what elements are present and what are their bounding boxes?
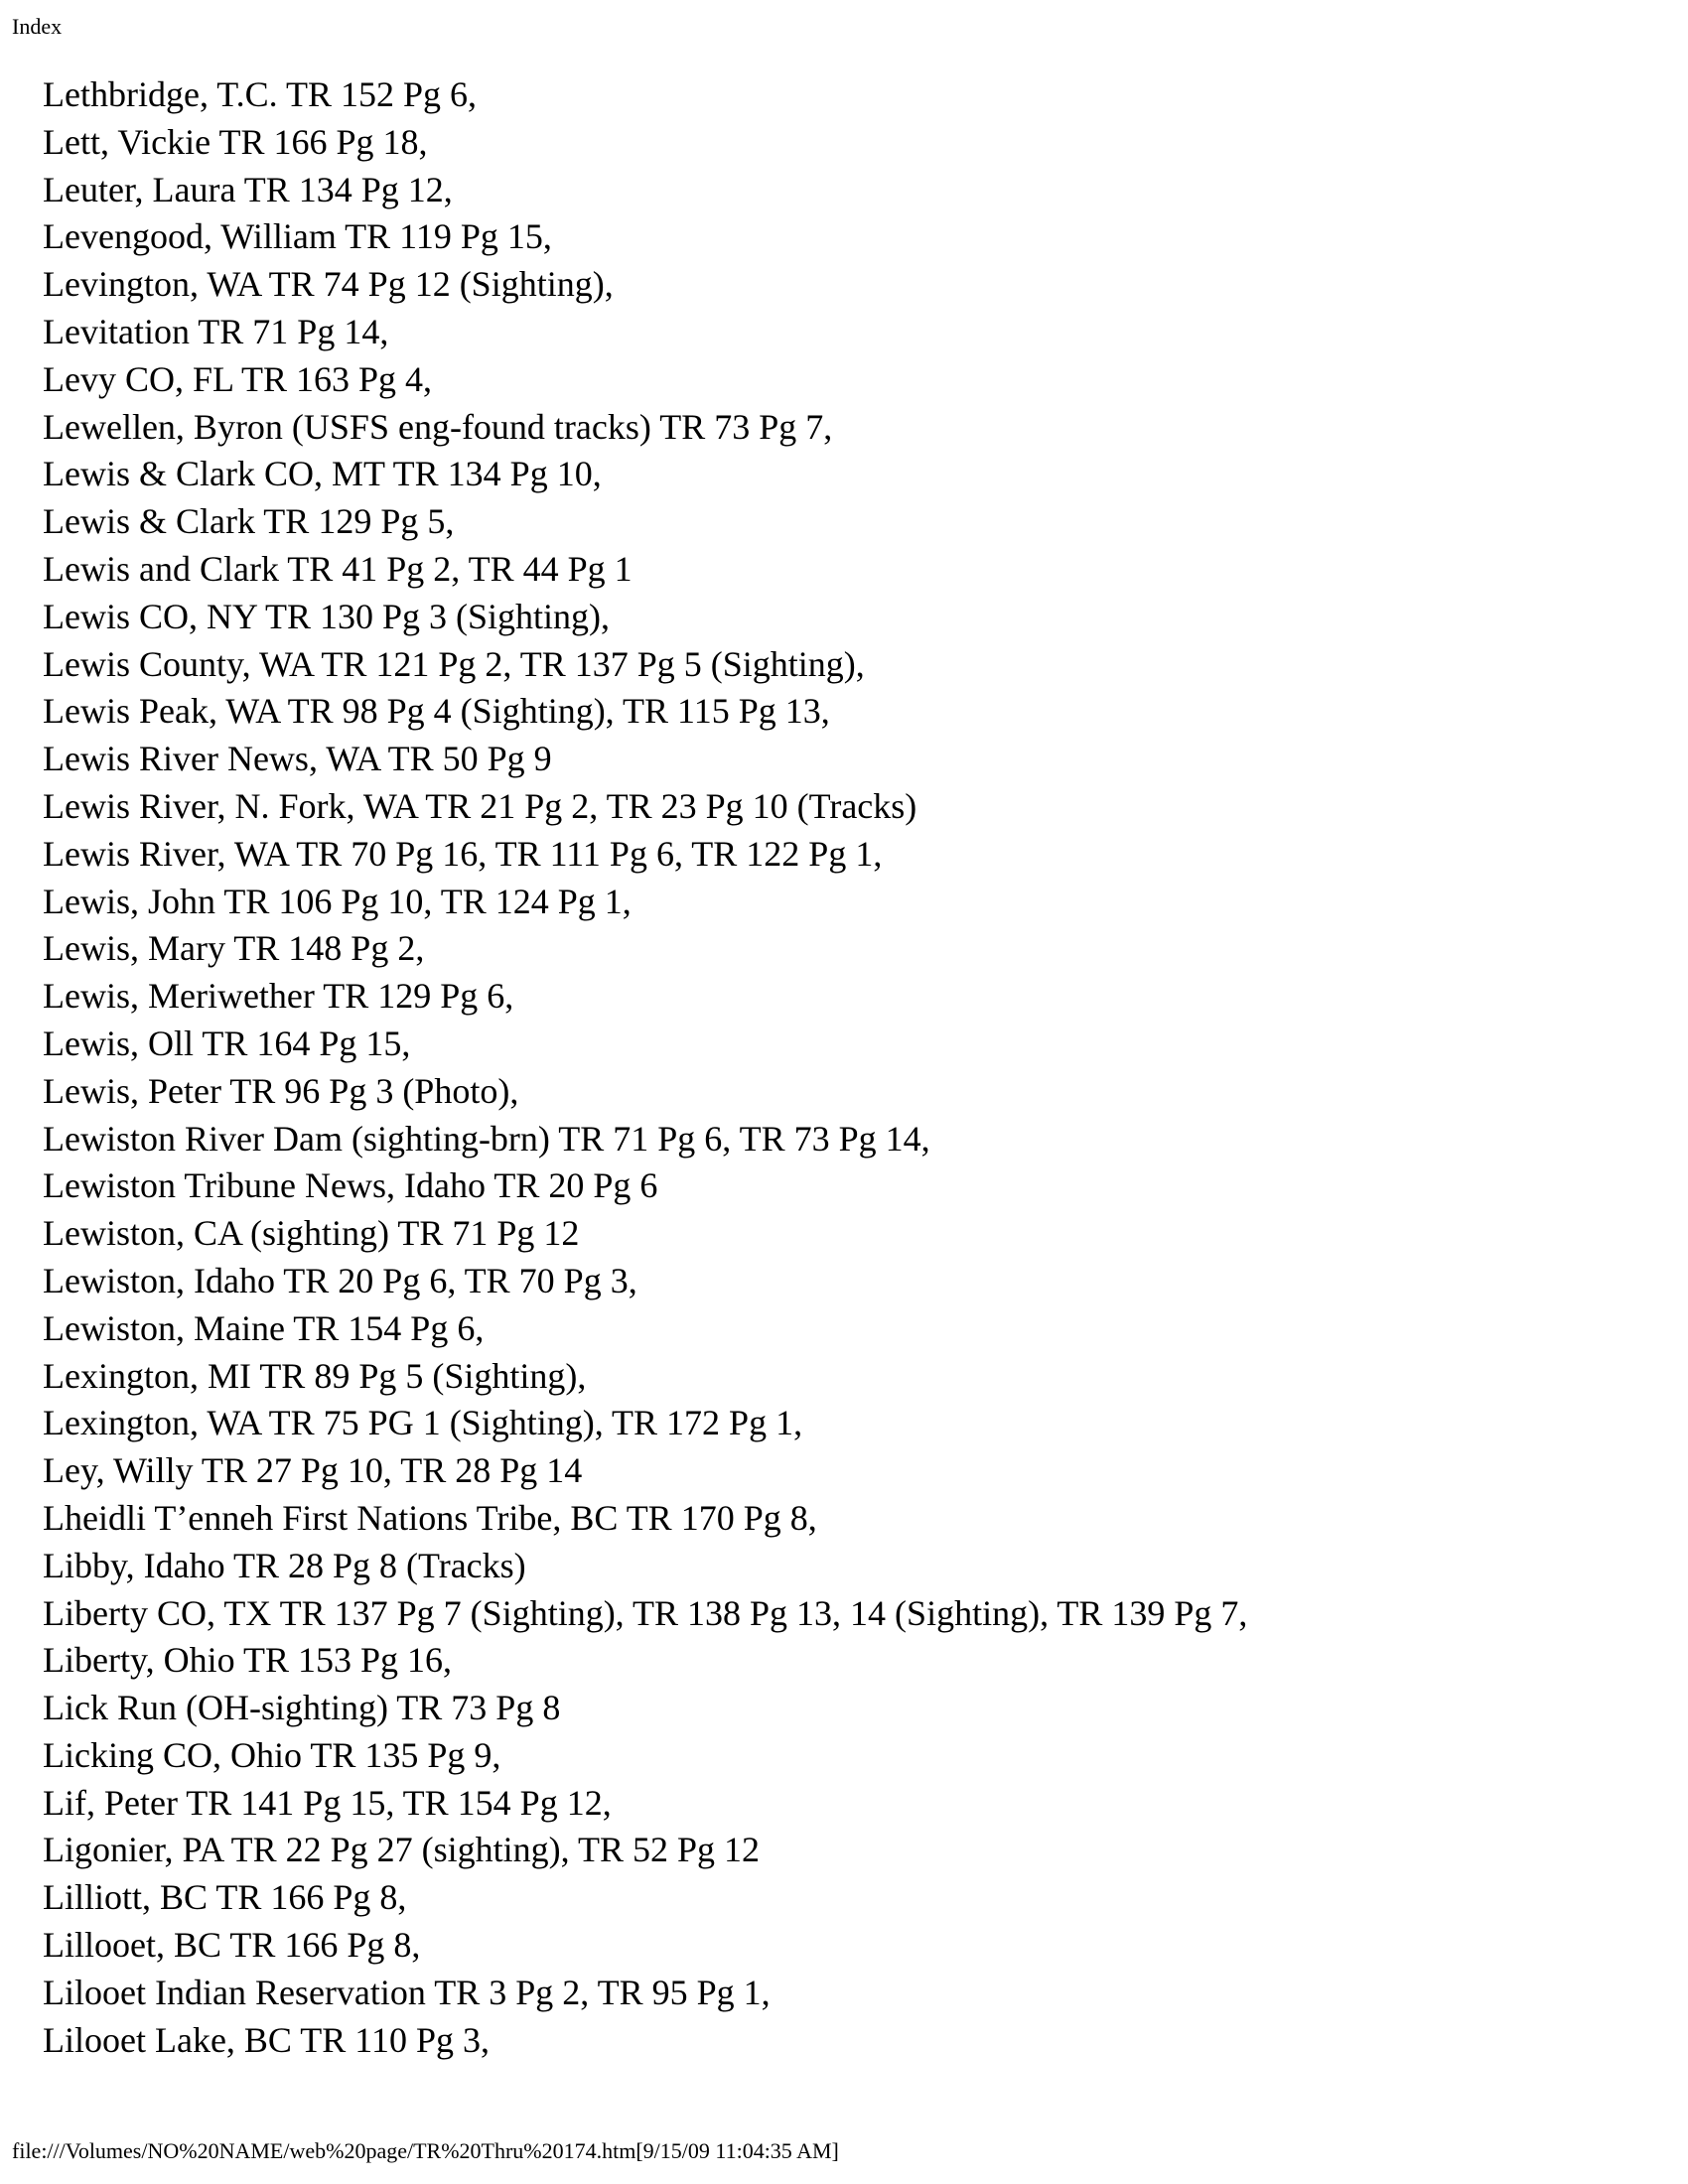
index-entry: Lewis River News, WA TR 50 Pg 9 — [43, 739, 552, 779]
page-footer-url: file:///Volumes/NO%20NAME/web%20page/TR%20Thru%20174.htm[9/15/09 11:04:35 AM] — [12, 2138, 839, 2163]
index-entry: Lewis Peak, WA TR 98 Pg 4 (Sighting), TR 115 Pg 13, — [43, 691, 830, 732]
index-entry: Lewis, Oll TR 164 Pg 15, — [43, 1023, 411, 1063]
index-entry: Lewis, John TR 106 Pg 10, TR 124 Pg 1, — [43, 881, 632, 921]
index-entry: Libby, Idaho TR 28 Pg 8 (Tracks) — [43, 1545, 526, 1585]
index-entry: Levington, WA TR 74 Pg 12 (Sighting), — [43, 264, 614, 305]
index-entry: Lewis & Clark CO, MT TR 134 Pg 10, — [43, 454, 602, 494]
index-entry: Lilooet Lake, BC TR 110 Pg 3, — [43, 2019, 490, 2060]
index-entry: Lif, Peter TR 141 Pg 15, TR 154 Pg 12, — [43, 1782, 612, 1823]
index-entry: Lilliott, BC TR 166 Pg 8, — [43, 1877, 407, 1918]
index-entry: Lewiston Tribune News, Idaho TR 20 Pg 6 — [43, 1165, 658, 1206]
index-entry: Leuter, Laura TR 134 Pg 12, — [43, 169, 453, 209]
index-entry: Ligonier, PA TR 22 Pg 27 (sighting), TR 52 Pg 12 — [43, 1830, 760, 1870]
index-entry: Liberty CO, TX TR 137 Pg 7 (Sighting), TR 138 Pg 13, 14 (Sighting), TR 139 Pg 7, — [43, 1592, 1248, 1633]
index-entry: Lett, Vickie TR 166 Pg 18, — [43, 121, 428, 162]
index-entry: Lewis and Clark TR 41 Pg 2, TR 44 Pg 1 — [43, 548, 633, 589]
index-entry: Levitation TR 71 Pg 14, — [43, 311, 389, 351]
index-entry: Lewis River, WA TR 70 Pg 16, TR 111 Pg 6, TR 122 Pg 1, — [43, 833, 883, 874]
index-entry: Lewis & Clark TR 129 Pg 5, — [43, 501, 455, 542]
index-entry: Lewis, Meriwether TR 129 Pg 6, — [43, 976, 514, 1017]
page-header: Index — [12, 14, 63, 39]
index-entry: Lewiston, CA (sighting) TR 71 Pg 12 — [43, 1213, 580, 1254]
index-entry: Lewis County, WA TR 121 Pg 2, TR 137 Pg 5 (Sighting), — [43, 643, 865, 684]
index-entry: Lewiston, Maine TR 154 Pg 6, — [43, 1307, 485, 1348]
index-entry: Lexington, WA TR 75 PG 1 (Sighting), TR 172 Pg 1, — [43, 1403, 803, 1443]
index-entry: Lewis River, N. Fork, WA TR 21 Pg 2, TR 23 Pg 10 (Tracks) — [43, 785, 917, 826]
index-entry: Lewellen, Byron (USFS eng-found tracks) TR 73 Pg 7, — [43, 406, 833, 447]
index-entry: Lilooet Indian Reservation TR 3 Pg 2, TR 95 Pg 1, — [43, 1972, 771, 2012]
index-entry: Lillooet, BC TR 166 Pg 8, — [43, 1925, 421, 1966]
index-entry: Ley, Willy TR 27 Pg 10, TR 28 Pg 14 — [43, 1450, 583, 1491]
index-entry: Lexington, MI TR 89 Pg 5 (Sighting), — [43, 1355, 587, 1396]
index-entry: Liberty, Ohio TR 153 Pg 16, — [43, 1640, 452, 1681]
index-entry: Lewiston, Idaho TR 20 Pg 6, TR 70 Pg 3, — [43, 1260, 637, 1300]
index-entry-list — [43, 71, 1247, 2064]
index-entry: Levy CO, FL TR 163 Pg 4, — [43, 358, 433, 399]
index-entry: Lewiston River Dam (sighting-brn) TR 71 Pg 6, TR 73 Pg 14, — [43, 1118, 930, 1159]
index-entry: Licking CO, Ohio TR 135 Pg 9, — [43, 1734, 501, 1775]
index-entry: Lewis, Mary TR 148 Pg 2, — [43, 928, 425, 969]
index-entry: Lheidli T’enneh First Nations Tribe, BC TR 170 Pg 8, — [43, 1497, 817, 1538]
index-entry: Levengood, William TR 119 Pg 15, — [43, 216, 552, 257]
index-entry: Lick Run (OH-sighting) TR 73 Pg 8 — [43, 1688, 561, 1728]
index-entry: Lethbridge, T.C. TR 152 Pg 6, — [43, 74, 477, 114]
index-entry: Lewis, Peter TR 96 Pg 3 (Photo), — [43, 1070, 519, 1111]
index-entry: Lewis CO, NY TR 130 Pg 3 (Sighting), — [43, 596, 611, 636]
